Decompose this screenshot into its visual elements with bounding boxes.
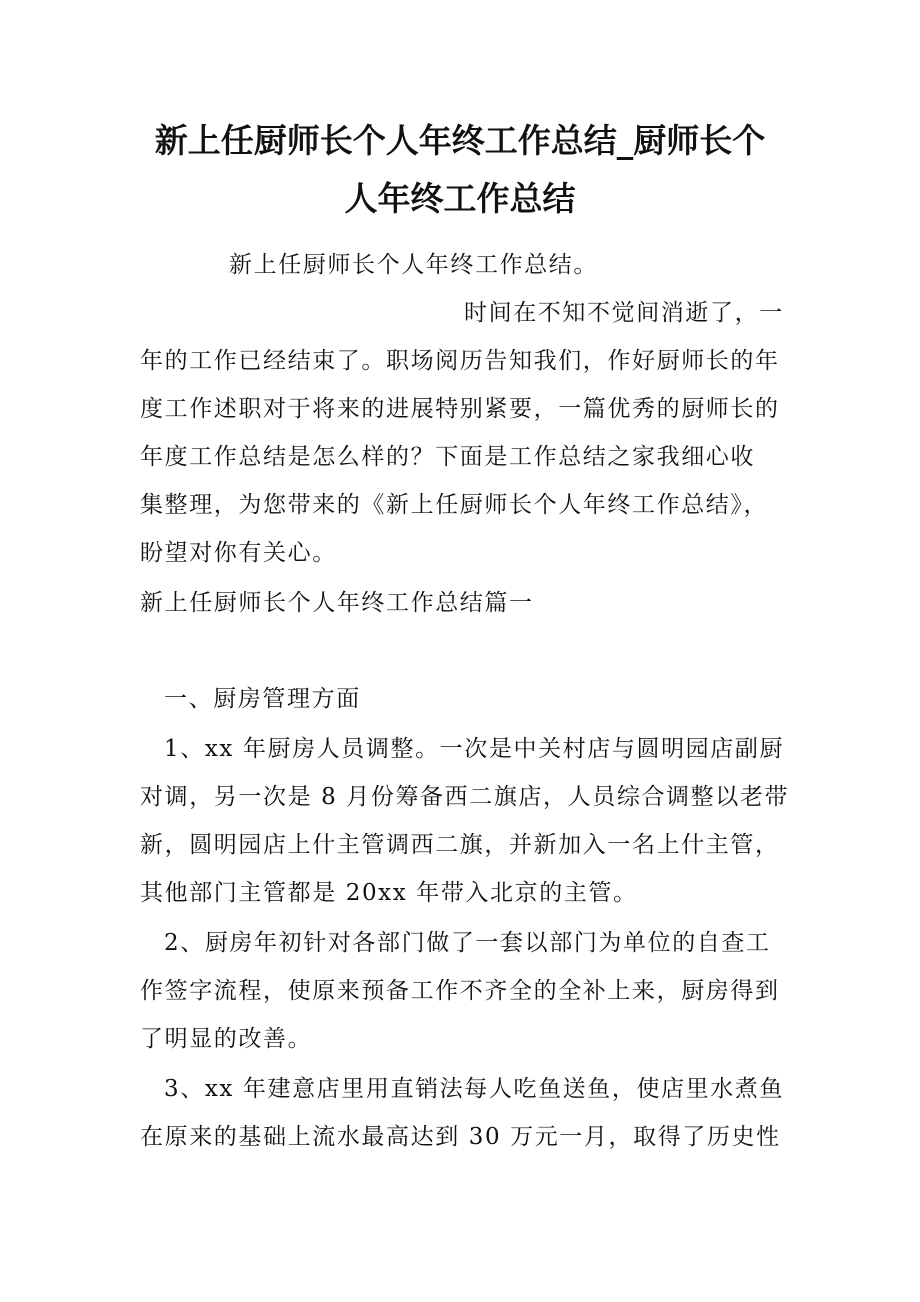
intro-line: 年度工作总结是怎么样的？下面是工作总结之家我细心收 bbox=[140, 444, 755, 470]
section-title: 新上任厨师长个人年终工作总结篇一 bbox=[140, 590, 534, 616]
document-title-line-2: 人年终工作总结 bbox=[344, 179, 576, 218]
item-3-line: 在原来的基础上流水最高达到 30 万元一月，取得了历史性 bbox=[140, 1124, 781, 1150]
item-1-line: 其他部门主管都是 20xx 年带入北京的主管。 bbox=[140, 880, 638, 906]
document-subtitle: 新上任厨师长个人年终工作总结。 bbox=[229, 252, 598, 278]
item-2-line: 作签字流程，使原来预备工作不齐全的全补上来，厨房得到 bbox=[140, 978, 780, 1004]
item-1-line: 1、xx 年厨房人员调整。一次是中关村店与圆明园店副厨 bbox=[164, 736, 785, 762]
item-1-line: 对调，另一次是 8 月份筹备西二旗店，人员综合调整以老带 bbox=[140, 784, 790, 810]
item-1-line: 新，圆明园店上什主管调西二旗，并新加入一名上什主管， bbox=[140, 832, 780, 858]
item-2-line: 2、厨房年初针对各部门做了一套以部门为单位的自查工 bbox=[164, 930, 771, 956]
item-3-line: 3、xx 年建意店里用直销法每人吃鱼送鱼，使店里水煮鱼 bbox=[164, 1076, 785, 1102]
intro-line: 集整理，为您带来的《新上任厨师长个人年终工作总结》， bbox=[140, 492, 769, 518]
document-title-line-1: 新上任厨师长个人年终工作总结_厨师长个 bbox=[154, 121, 766, 160]
intro-line: 度工作述职对于将来的进展特别紧要，一篇优秀的厨师长的 bbox=[140, 396, 780, 422]
intro-line: 年的工作已经结束了。职场阅历告知我们，作好厨师长的年 bbox=[140, 348, 780, 374]
intro-line: 时间在不知不觉间消逝了，一 bbox=[464, 300, 784, 326]
item-2-line: 了明显的改善。 bbox=[140, 1026, 313, 1052]
intro-line: 盼望对你有关心。 bbox=[140, 540, 337, 566]
heading-kitchen-management: 一、厨房管理方面 bbox=[164, 686, 361, 712]
